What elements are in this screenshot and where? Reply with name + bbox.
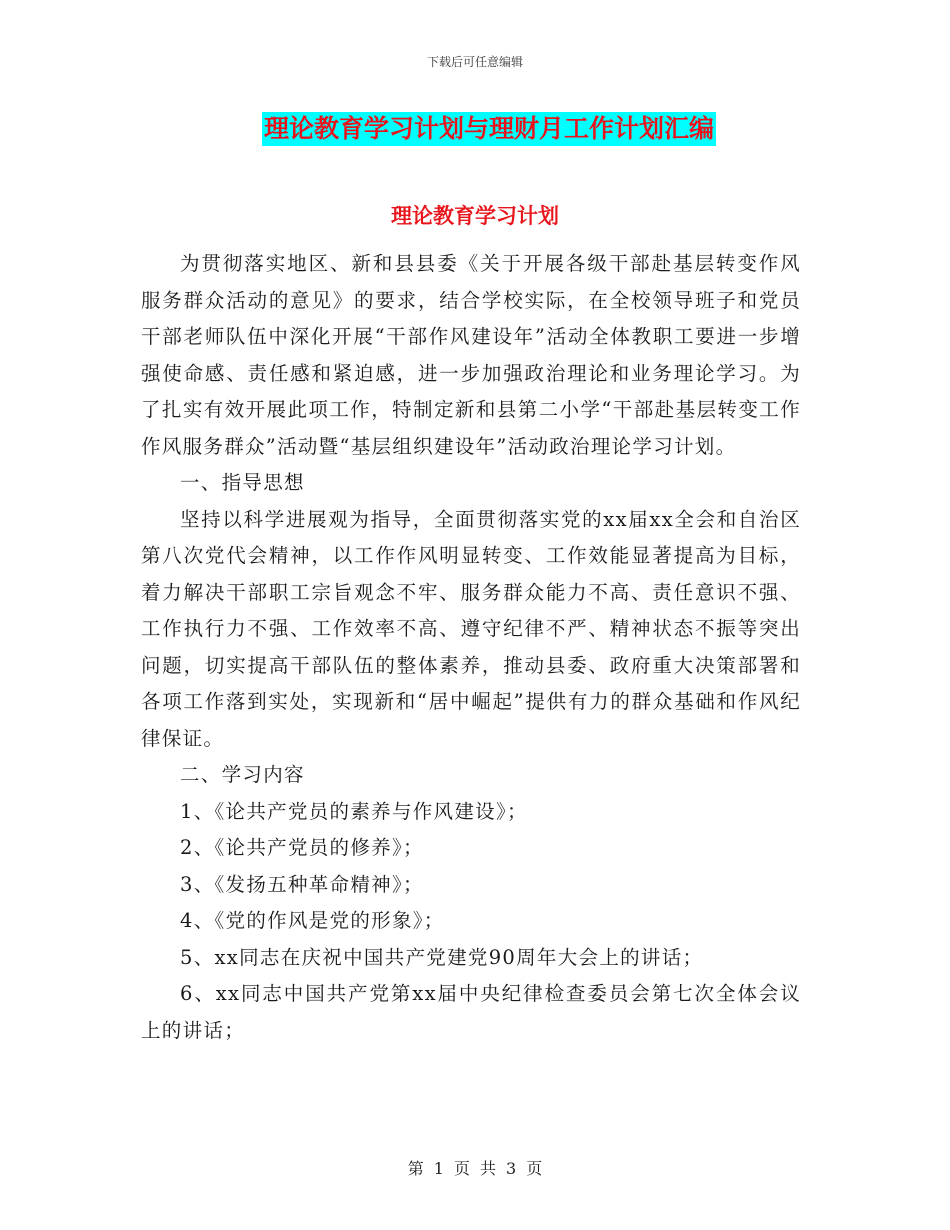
- list-item: 2、《论共产党员的修养》；: [180, 836, 424, 859]
- list-item: 6、xx同志中国共产党第xx届中央纪律检查委员会第七次全体会议上的讲话；: [141, 982, 801, 1042]
- footer-total-label: 共: [480, 1159, 497, 1178]
- page-footer: [0, 1156, 950, 1179]
- list-item: 4、《党的作风是党的形象》；: [180, 909, 445, 932]
- footer-page-number: 1: [433, 1159, 444, 1178]
- footer-total-pages: 3: [506, 1159, 517, 1178]
- list-item: 5、xx同志在庆祝中国共产党建党90周年大会上的讲话；: [180, 945, 704, 969]
- list-item: 1、《论共产党员的素养与作风建设》；: [180, 799, 528, 823]
- document-title: 理论教育学习计划与理财月工作计划汇编: [262, 112, 716, 146]
- footer-page-unit: 页: [453, 1159, 470, 1178]
- heading-study-content: 二、学习内容: [180, 763, 305, 786]
- paragraph-intro: 为贯彻落实地区、新和县县委《关于开展各级干部赴基层转变作风服务群众活动的意见》的要求，结合学校实际，在全校领导班子和党员干部老师队伍中深化开展“干部作风建设年”活动全体教职工要进一步增强使命感、责任感和紧迫感，进一步加强政治理论和业务理论学习。为了扎实有效开展此项工作，特制定新和县第二小学“干部赴基层转变工作作风服务群众”活动暨“基层组织建设年”活动政治理论学习计划。: [141, 252, 801, 458]
- footer-page-label: 第: [407, 1159, 424, 1178]
- footer-total-unit: 页: [526, 1159, 543, 1178]
- header-note: 下载后可任意编辑: [426, 55, 523, 69]
- list-item: 3、《发扬五种革命精神》；: [180, 872, 424, 896]
- body-text: [141, 246, 801, 1049]
- heading-guiding-thought: 一、指导思想: [180, 471, 305, 494]
- section-title: 理论教育学习计划: [391, 203, 559, 228]
- paragraph-guiding-thought: 坚持以科学进展观为指导，全面贯彻落实党的xx届xx全会和自治区第八次党代会精神，以工作作风明显转变、工作效能显著提高为目标，着力解决干部职工宗旨观念不牢、服务群众能力不高、责任意识不强、工作执行力不强、工作效率不高、遵守纪律不严、精神状态不振等突出问题，切实提高干部队伍的整体素养，推动县委、政府重大决策部署和各项工作落到实处，实现新和“居中崛起”提供有力的群众基础和作风纪律保证。: [141, 507, 801, 750]
